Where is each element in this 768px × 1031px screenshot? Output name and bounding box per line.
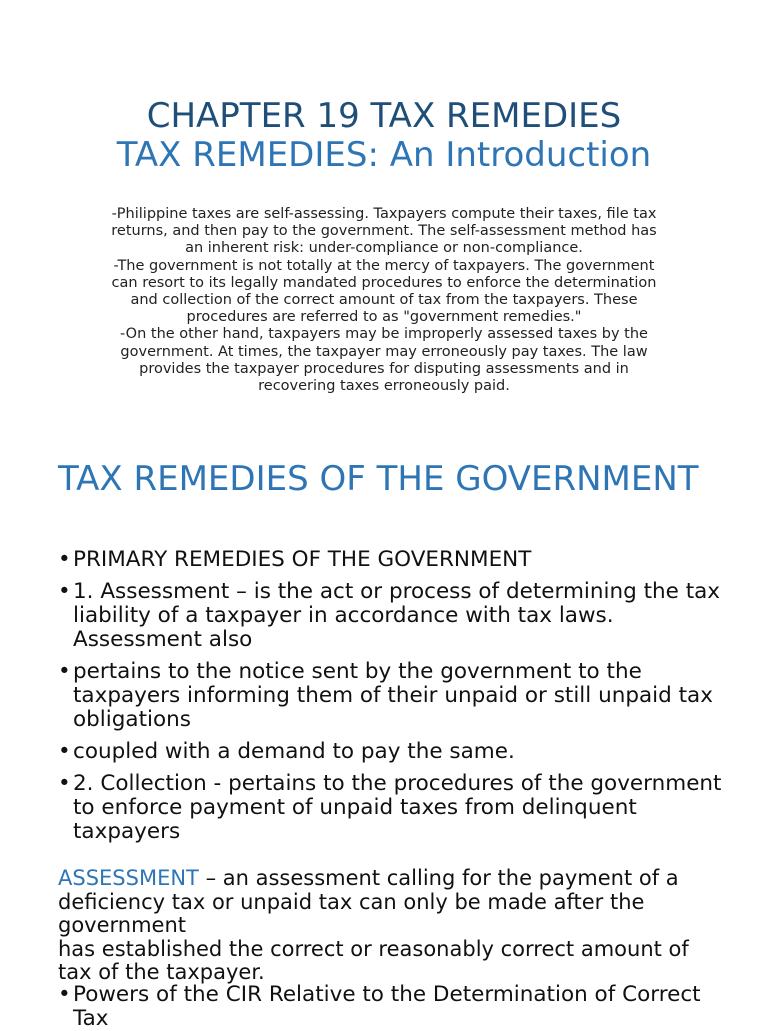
bullet-icon: • (58, 547, 71, 572)
list-item (58, 548, 728, 572)
intro-paragraph-1: -Philippine taxes are self-assessing. Taxpayers compute their taxes, file tax returns, and then pay to the government. The self-assessment method has an inherent risk: under-compliance or non-compliance. (111, 206, 657, 257)
list-item-text: PRIMARY REMEDIES OF THE GOVERNMENT (73, 547, 532, 572)
list-item-text: 1. Assessment – is the act or process of determining the tax liability of a taxpayer in accordance with tax laws. Assessment also (73, 579, 721, 652)
bullet-icon: • (58, 739, 71, 764)
assessment-text-1: – an assessment calling for the payment of a deficiency tax or unpaid tax can only be made after the government (58, 866, 679, 937)
chapter-title: CHAPTER 19 TAX REMEDIES (146, 96, 622, 136)
list-item (58, 740, 728, 764)
intro-paragraph-3: -On the other hand, taxpayers may be improperly assessed taxes by the government. At times, the taxpayer may erroneously pay taxes. The law provides the taxpayer procedures for disputing assessments and in recovering taxes erroneously paid. (120, 326, 648, 395)
bullet-icon: • (58, 982, 71, 1007)
intro-paragraph-2: -The government is not totally at the mercy of taxpayers. The government can resort to its legally mandated procedures to enforce the determination and collection of the correct amount of tax from the taxpayers. These procedures are referred to as "government remedies." (111, 257, 657, 326)
bullet-icon: • (58, 579, 71, 604)
list-item-text: coupled with a demand to pay the same. (73, 739, 515, 764)
list-item-text: pertains to the notice sent by the government to the taxpayers informing them of their unpaid or still unpaid tax obligations (73, 659, 713, 732)
slide-government-remedies (0, 440, 768, 1031)
list-item (58, 772, 728, 844)
list-item (58, 660, 728, 732)
list-item (58, 580, 728, 652)
assessment-definition (58, 867, 728, 985)
bullet-icon: • (58, 659, 71, 684)
remedies-list (58, 548, 728, 852)
list-item-text: 2. Collection - pertains to the procedures of the government to enforce payment of unpaid taxes from delinquent taxpayers (73, 771, 722, 844)
section-heading: TAX REMEDIES OF THE GOVERNMENT (58, 459, 699, 499)
assessment-keyword: ASSESSMENT (58, 866, 199, 890)
list-item-text: Powers of the CIR Relative to the Determination of Correct Tax (73, 982, 701, 1031)
assessment-text-2: has established the correct or reasonably correct amount of tax of the taxpayer. (58, 936, 689, 984)
intro-text (100, 206, 668, 395)
bullet-icon: • (58, 771, 71, 796)
slide-intro (0, 0, 768, 440)
chapter-subtitle: TAX REMEDIES: An Introduction (116, 135, 652, 175)
